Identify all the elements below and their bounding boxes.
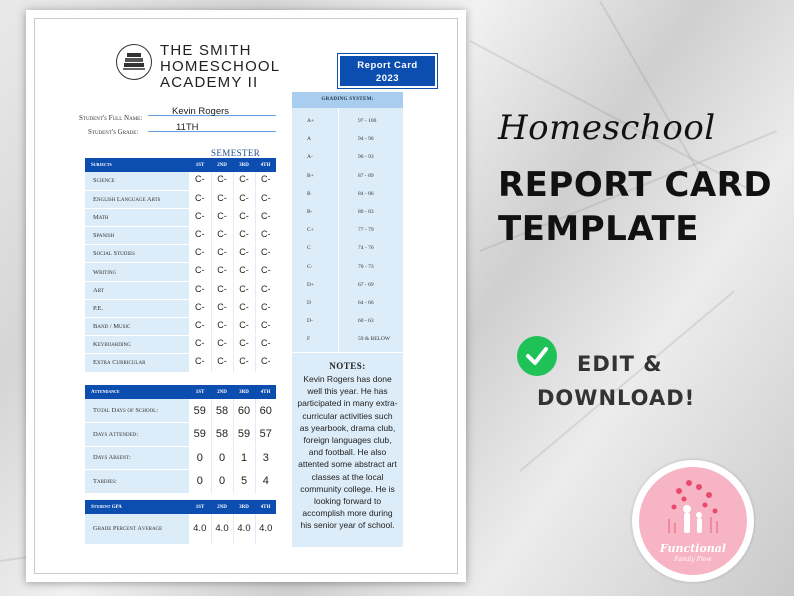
grading-row <box>292 278 403 295</box>
attendance-cell[interactable]: 0 <box>189 446 211 470</box>
grading-row <box>292 132 403 149</box>
subject-row-label: English Language Arts <box>85 190 189 208</box>
subject-cell[interactable]: C- <box>189 299 211 317</box>
report-card-page <box>26 10 466 582</box>
promo-script-title: Homeschool <box>498 108 716 148</box>
subject-header-1: 1ST <box>189 158 211 172</box>
subject-cell[interactable]: C- <box>233 354 255 372</box>
subject-cell[interactable]: C- <box>189 318 211 336</box>
attendance-row-label: Tardies: <box>85 470 189 494</box>
subject-row-label: Spanish <box>85 227 189 245</box>
subject-cell[interactable]: C- <box>233 281 255 299</box>
subject-row <box>85 190 276 208</box>
subject-row <box>85 299 276 317</box>
attendance-header-2: 2ND <box>211 385 233 399</box>
subject-row <box>85 245 276 263</box>
attendance-row-label: Days Absent: <box>85 446 189 470</box>
grading-row <box>292 332 403 349</box>
attendance-cell[interactable]: 0 <box>211 446 233 470</box>
subject-cell[interactable]: C- <box>255 299 276 317</box>
student-grade-label: Student's Grade: <box>88 128 139 136</box>
subject-row <box>85 208 276 226</box>
subject-cell[interactable]: C- <box>233 336 255 354</box>
subject-cell[interactable]: C- <box>233 208 255 226</box>
subject-header-3: 3RD <box>233 158 255 172</box>
gpa-header-0: Student GPA <box>85 500 189 514</box>
subject-cell[interactable]: C- <box>255 190 276 208</box>
gpa-header-1: 1ST <box>189 500 211 514</box>
grading-row <box>292 114 403 131</box>
subject-cell[interactable]: C- <box>189 227 211 245</box>
attendance-row <box>85 470 276 494</box>
grading-row <box>292 205 403 222</box>
subject-cell[interactable]: C- <box>255 172 276 190</box>
attendance-cell[interactable]: 59 <box>189 423 211 447</box>
promo-title-line1: REPORT CARD <box>498 165 773 205</box>
subject-cell[interactable]: C- <box>211 227 233 245</box>
report-card-badge <box>338 54 437 88</box>
grading-range: 64 - 66 <box>358 300 374 306</box>
grading-letter: D <box>307 300 311 306</box>
gpa-header-4: 4TH <box>255 500 276 514</box>
subject-row <box>85 318 276 336</box>
attendance-cell[interactable]: 60 <box>233 399 255 423</box>
grading-letter: B- <box>307 209 313 215</box>
subject-cell[interactable]: C- <box>189 354 211 372</box>
subject-row-label: Keyboarding <box>85 336 189 354</box>
grading-range: 94 - 96 <box>358 136 374 143</box>
semester-label: SEMESTER <box>211 148 261 158</box>
subject-row-label: Band / Music <box>85 318 189 336</box>
cta-download: DOWNLOAD! <box>537 386 696 410</box>
subject-cell[interactable]: C- <box>211 263 233 281</box>
subject-cell[interactable]: C- <box>255 208 276 226</box>
subject-cell[interactable]: C- <box>189 336 211 354</box>
student-name-field[interactable]: Kevin Rogers <box>172 106 230 117</box>
subject-cell[interactable]: C- <box>189 190 211 208</box>
subject-row-label: Science <box>85 172 189 190</box>
subject-header-4: 4TH <box>255 158 276 172</box>
subject-cell[interactable]: C- <box>211 354 233 372</box>
subject-cell[interactable]: C- <box>211 318 233 336</box>
subject-row-label: Social Studies <box>85 245 189 263</box>
grading-system-panel <box>292 92 403 352</box>
attendance-row <box>85 399 276 423</box>
gpa-cell[interactable]: 4.0 <box>189 514 211 544</box>
subject-cell[interactable]: C- <box>255 227 276 245</box>
grading-range: 60 - 63 <box>358 318 374 325</box>
grading-letter: C <box>307 245 311 252</box>
attendance-cell[interactable]: 57 <box>255 423 276 447</box>
grading-system-title: GRADING SYSTEM: <box>292 92 403 108</box>
student-name-label: Student's Full Name: <box>79 114 143 122</box>
subject-cell[interactable]: C- <box>255 354 276 372</box>
subject-row <box>85 336 276 354</box>
report-card-title: Report Card <box>357 60 418 71</box>
subject-cell[interactable]: C- <box>233 318 255 336</box>
grading-range: 74 - 76 <box>358 245 374 252</box>
attendance-header-0: Attendance <box>85 385 189 399</box>
gpa-cell[interactable]: 4.0 <box>233 514 255 544</box>
grading-range: 59 & BELOW <box>358 336 391 343</box>
attendance-cell[interactable]: 4 <box>255 470 276 494</box>
subject-cell[interactable]: C- <box>255 245 276 263</box>
subject-cell[interactable]: C- <box>233 299 255 317</box>
subject-row <box>85 354 276 372</box>
subject-row-label: P.E. <box>85 299 189 317</box>
grading-range: 87 - 89 <box>358 172 374 179</box>
subject-cell[interactable]: C- <box>255 281 276 299</box>
gpa-cell[interactable]: 4.0 <box>255 514 276 544</box>
subject-cell[interactable]: C- <box>233 245 255 263</box>
subject-cell[interactable]: C- <box>189 208 211 226</box>
subject-row <box>85 263 276 281</box>
attendance-cell[interactable]: 1 <box>233 446 255 470</box>
subject-cell[interactable]: C- <box>211 281 233 299</box>
subject-header-0: Subjects <box>85 158 189 172</box>
promo-title-line2: TEMPLATE <box>498 209 699 249</box>
grading-row <box>292 169 403 186</box>
attendance-header-4: 4TH <box>255 385 276 399</box>
grading-letter: A- <box>307 154 313 161</box>
attendance-cell[interactable]: 58 <box>211 399 233 423</box>
grading-letter: F <box>307 336 311 343</box>
subject-row <box>85 172 276 190</box>
attendance-cell[interactable]: 5 <box>233 470 255 494</box>
grading-letter: B+ <box>307 172 314 179</box>
grading-letter: A <box>307 136 311 143</box>
attendance-cell[interactable]: 59 <box>233 423 255 447</box>
gpa-header-2: 2ND <box>211 500 233 514</box>
attendance-header-3: 3RD <box>233 385 255 399</box>
subject-cell[interactable]: C- <box>233 190 255 208</box>
subject-header-2: 2ND <box>211 158 233 172</box>
cta-edit: EDIT & <box>577 352 663 376</box>
subject-cell[interactable]: C- <box>211 208 233 226</box>
attendance-row-label: Total Days of School: <box>85 399 189 423</box>
attendance-row-label: Days Attended: <box>85 423 189 447</box>
attendance-row <box>85 446 276 470</box>
subject-cell[interactable]: C- <box>189 172 211 190</box>
subject-cell[interactable]: C- <box>189 245 211 263</box>
attendance-cell[interactable]: 60 <box>255 399 276 423</box>
school-books-icon <box>116 44 152 80</box>
family-hearts-icon <box>639 467 747 547</box>
subject-cell[interactable]: C- <box>211 190 233 208</box>
grading-letter: A+ <box>307 118 315 124</box>
gpa-row-label: Grade Percent Average <box>85 514 189 544</box>
grading-letter: D- <box>307 318 313 325</box>
grading-range: 70 - 73 <box>358 263 374 270</box>
check-icon <box>517 336 557 376</box>
grading-row <box>292 187 403 204</box>
grading-range: 67 - 69 <box>358 281 374 288</box>
grading-range: 90 - 93 <box>358 154 374 161</box>
subject-cell[interactable]: C- <box>255 336 276 354</box>
subject-cell[interactable]: C- <box>189 263 211 281</box>
grading-range: 97 - 100 <box>358 118 377 124</box>
grading-row <box>292 241 403 258</box>
attendance-cell[interactable]: 0 <box>189 470 211 494</box>
gpa-header-3: 3RD <box>233 500 255 514</box>
gpa-row <box>85 514 276 544</box>
subject-cell[interactable]: C- <box>233 172 255 190</box>
subjects-table <box>85 158 276 373</box>
subject-cell[interactable]: C- <box>233 263 255 281</box>
attendance-cell[interactable]: 58 <box>211 423 233 447</box>
student-grade-field[interactable]: 11TH <box>176 122 199 133</box>
notes-panel <box>292 353 403 547</box>
grading-letter: D+ <box>307 281 315 288</box>
gpa-table <box>85 500 276 545</box>
grading-row <box>292 296 403 313</box>
brand-name: Functional <box>659 542 727 555</box>
subject-cell[interactable]: C- <box>211 245 233 263</box>
brand-tagline: Family Flow <box>674 556 712 563</box>
attendance-header-1: 1ST <box>189 385 211 399</box>
subject-row-label: Extra Curricular <box>85 354 189 372</box>
subject-cell[interactable]: C- <box>211 299 233 317</box>
grading-letter: B <box>307 190 311 197</box>
grading-row <box>292 223 403 240</box>
subject-row <box>85 227 276 245</box>
grading-row <box>292 150 403 167</box>
subject-cell[interactable]: C- <box>255 318 276 336</box>
grading-range: 77 - 79 <box>358 227 374 234</box>
subject-cell[interactable]: C- <box>233 227 255 245</box>
grading-row <box>292 314 403 331</box>
subject-row-label: Writing <box>85 263 189 281</box>
subject-row-label: Math <box>85 208 189 226</box>
subject-row <box>85 281 276 299</box>
attendance-row <box>85 423 276 447</box>
attendance-cell[interactable]: 0 <box>211 470 233 494</box>
grading-range: 80 - 83 <box>358 209 374 215</box>
notes-text[interactable]: Kevin Rogers has done well this year. He has participated in many extra-curricular activities such as yearbook, drama club, foreign languages club, and football. He also attented some abstract art classes at the local community college. He is looking forward to accomplish more during his senior year of school. <box>297 374 398 531</box>
school-name: THE SMITH HOMESCHOOL ACADEMY II <box>160 42 280 91</box>
gpa-cell[interactable]: 4.0 <box>211 514 233 544</box>
attendance-cell[interactable]: 3 <box>255 446 276 470</box>
report-card-year: 2023 <box>375 73 400 84</box>
grading-row <box>292 260 403 277</box>
subject-cell[interactable]: C- <box>189 281 211 299</box>
subject-row-label: Art <box>85 281 189 299</box>
brand-logo <box>632 460 754 582</box>
grading-range: 84 - 86 <box>358 190 374 197</box>
subject-cell[interactable]: C- <box>211 336 233 354</box>
subject-cell[interactable]: C- <box>255 263 276 281</box>
subject-cell[interactable]: C- <box>211 172 233 190</box>
grading-letter: C+ <box>307 227 314 234</box>
grading-letter: C- <box>307 263 313 270</box>
attendance-table <box>85 385 276 494</box>
notes-title: NOTES: <box>329 361 366 371</box>
attendance-cell[interactable]: 59 <box>189 399 211 423</box>
